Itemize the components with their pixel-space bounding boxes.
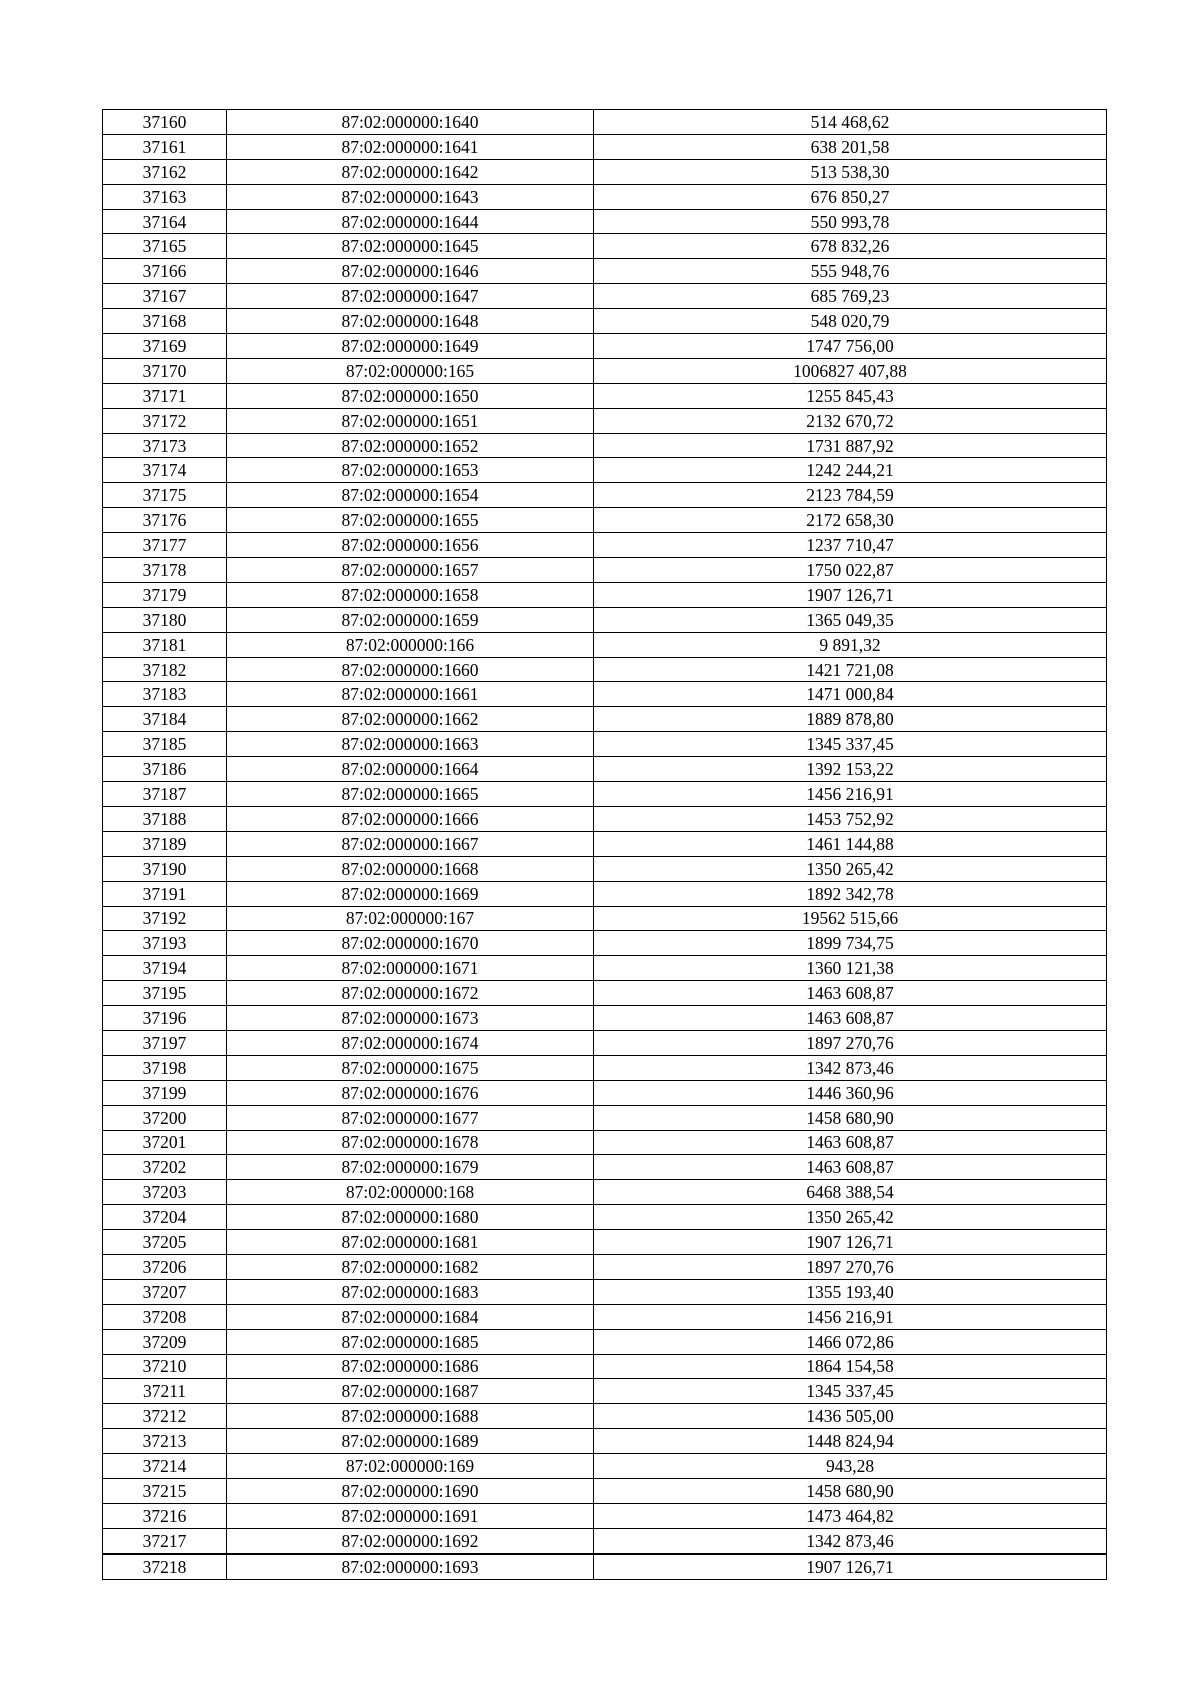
cadastral-number-cell: 87:02:000000:1684 (227, 1304, 594, 1329)
table-row (103, 981, 1107, 1006)
cadastral-number-cell: 87:02:000000:1679 (227, 1155, 594, 1180)
cadastral-value-cell: 9 891,32 (594, 632, 1107, 657)
row-number-cell: 37168 (103, 309, 227, 334)
cadastral-number-cell: 87:02:000000:1647 (227, 284, 594, 309)
row-number-cell: 37212 (103, 1404, 227, 1429)
cadastral-value-cell: 1897 270,76 (594, 1030, 1107, 1055)
table-row (103, 458, 1107, 483)
cadastral-value-cell: 1453 752,92 (594, 806, 1107, 831)
row-number-cell: 37169 (103, 334, 227, 359)
table-row (103, 782, 1107, 807)
row-number-cell: 37163 (103, 184, 227, 209)
table-row (103, 483, 1107, 508)
table-row (103, 682, 1107, 707)
table-row (103, 408, 1107, 433)
table-row (103, 1205, 1107, 1230)
cadastral-number-cell: 87:02:000000:1650 (227, 383, 594, 408)
table-row (103, 508, 1107, 533)
row-number-cell: 37165 (103, 234, 227, 259)
cadastral-value-cell: 1463 608,87 (594, 1130, 1107, 1155)
cadastral-value-cell: 2132 670,72 (594, 408, 1107, 433)
table-row (103, 806, 1107, 831)
table-row (103, 159, 1107, 184)
cadastral-value-cell: 1421 721,08 (594, 657, 1107, 682)
row-number-cell: 37174 (103, 458, 227, 483)
row-number-cell: 37200 (103, 1105, 227, 1130)
cadastral-value-cell: 548 020,79 (594, 309, 1107, 334)
row-number-cell: 37197 (103, 1030, 227, 1055)
cadastral-number-cell: 87:02:000000:1656 (227, 533, 594, 558)
cadastral-number-cell: 87:02:000000:1686 (227, 1354, 594, 1379)
cadastral-value-cell: 1864 154,58 (594, 1354, 1107, 1379)
table-row (103, 284, 1107, 309)
table-row (103, 1528, 1107, 1553)
row-number-cell: 37176 (103, 508, 227, 533)
table-row (103, 1304, 1107, 1329)
cadastral-value-cell: 1889 878,80 (594, 707, 1107, 732)
cadastral-value-cell: 1466 072,86 (594, 1329, 1107, 1354)
table-row (103, 956, 1107, 981)
table-row (103, 1478, 1107, 1503)
cadastral-number-cell: 87:02:000000:1643 (227, 184, 594, 209)
table-row (103, 1105, 1107, 1130)
cadastral-number-cell: 87:02:000000:1688 (227, 1404, 594, 1429)
row-number-cell: 37201 (103, 1130, 227, 1155)
table-row (103, 110, 1107, 135)
cadastral-value-cell: 513 538,30 (594, 159, 1107, 184)
cadastral-value-cell: 2172 658,30 (594, 508, 1107, 533)
cadastral-number-cell: 87:02:000000:1659 (227, 607, 594, 632)
cadastral-number-cell: 87:02:000000:1646 (227, 259, 594, 284)
cadastral-value-cell: 1750 022,87 (594, 558, 1107, 583)
row-number-cell: 37182 (103, 657, 227, 682)
table-row (103, 1354, 1107, 1379)
table-row (103, 881, 1107, 906)
table-row (103, 1554, 1107, 1579)
table-row (103, 1404, 1107, 1429)
row-number-cell: 37173 (103, 433, 227, 458)
cadastral-number-cell: 87:02:000000:1685 (227, 1329, 594, 1354)
row-number-cell: 37218 (103, 1554, 227, 1579)
cadastral-value-cell: 678 832,26 (594, 234, 1107, 259)
row-number-cell: 37180 (103, 607, 227, 632)
table-row (103, 1006, 1107, 1031)
table-row (103, 1454, 1107, 1479)
cadastral-number-cell: 87:02:000000:1691 (227, 1503, 594, 1528)
cadastral-number-cell: 87:02:000000:1642 (227, 159, 594, 184)
cadastral-value-cell: 1006827 407,88 (594, 358, 1107, 383)
table-row (103, 334, 1107, 359)
cadastral-number-cell: 87:02:000000:167 (227, 906, 594, 931)
cadastral-number-cell: 87:02:000000:1672 (227, 981, 594, 1006)
table-row (103, 582, 1107, 607)
table-row (103, 1055, 1107, 1080)
cadastral-number-cell: 87:02:000000:1676 (227, 1080, 594, 1105)
cadastral-number-cell: 87:02:000000:1665 (227, 782, 594, 807)
cadastral-value-cell: 1899 734,75 (594, 931, 1107, 956)
cadastral-number-cell: 87:02:000000:1675 (227, 1055, 594, 1080)
cadastral-number-cell: 87:02:000000:1653 (227, 458, 594, 483)
row-number-cell: 37179 (103, 582, 227, 607)
cadastral-value-cell: 1345 337,45 (594, 1379, 1107, 1404)
row-number-cell: 37191 (103, 881, 227, 906)
table-row (103, 383, 1107, 408)
table-row (103, 1279, 1107, 1304)
cadastral-number-cell: 87:02:000000:1652 (227, 433, 594, 458)
cadastral-value-cell: 1907 126,71 (594, 582, 1107, 607)
cadastral-number-cell: 87:02:000000:1660 (227, 657, 594, 682)
cadastral-number-cell: 87:02:000000:1677 (227, 1105, 594, 1130)
row-number-cell: 37187 (103, 782, 227, 807)
cadastral-value-cell: 1907 126,71 (594, 1230, 1107, 1255)
cadastral-number-cell: 87:02:000000:1680 (227, 1205, 594, 1230)
cadastral-value-cell: 1436 505,00 (594, 1404, 1107, 1429)
cadastral-value-cell: 1350 265,42 (594, 1205, 1107, 1230)
cadastral-number-cell: 87:02:000000:1663 (227, 732, 594, 757)
cadastral-number-cell: 87:02:000000:1682 (227, 1254, 594, 1279)
cadastral-value-cell: 1242 244,21 (594, 458, 1107, 483)
row-number-cell: 37202 (103, 1155, 227, 1180)
cadastral-number-cell: 87:02:000000:1661 (227, 682, 594, 707)
table-row (103, 184, 1107, 209)
cadastral-number-cell: 87:02:000000:1693 (227, 1554, 594, 1579)
table-row (103, 358, 1107, 383)
row-number-cell: 37186 (103, 757, 227, 782)
row-number-cell: 37172 (103, 408, 227, 433)
cadastral-value-cell: 1456 216,91 (594, 1304, 1107, 1329)
cadastral-number-cell: 87:02:000000:1692 (227, 1528, 594, 1553)
row-number-cell: 37206 (103, 1254, 227, 1279)
table-row (103, 1030, 1107, 1055)
row-number-cell: 37185 (103, 732, 227, 757)
cadastral-number-cell: 87:02:000000:166 (227, 632, 594, 657)
row-number-cell: 37203 (103, 1180, 227, 1205)
table-row (103, 1155, 1107, 1180)
cadastral-number-cell: 87:02:000000:1671 (227, 956, 594, 981)
row-number-cell: 37164 (103, 209, 227, 234)
cadastral-value-cell: 638 201,58 (594, 134, 1107, 159)
row-number-cell: 37194 (103, 956, 227, 981)
cadastral-value-cell: 1471 000,84 (594, 682, 1107, 707)
cadastral-value-cell: 1473 464,82 (594, 1503, 1107, 1528)
cadastral-value-cell: 1892 342,78 (594, 881, 1107, 906)
row-number-cell: 37199 (103, 1080, 227, 1105)
table-row (103, 607, 1107, 632)
table-row (103, 856, 1107, 881)
row-number-cell: 37183 (103, 682, 227, 707)
row-number-cell: 37205 (103, 1230, 227, 1255)
row-number-cell: 37211 (103, 1379, 227, 1404)
row-number-cell: 37215 (103, 1478, 227, 1503)
row-number-cell: 37216 (103, 1503, 227, 1528)
cadastral-value-table (102, 109, 1107, 1580)
row-number-cell: 37207 (103, 1279, 227, 1304)
cadastral-value-cell: 1350 265,42 (594, 856, 1107, 881)
row-number-cell: 37210 (103, 1354, 227, 1379)
cadastral-value-cell: 1342 873,46 (594, 1528, 1107, 1553)
cadastral-number-cell: 87:02:000000:1678 (227, 1130, 594, 1155)
cadastral-number-cell: 87:02:000000:1651 (227, 408, 594, 433)
table-row (103, 831, 1107, 856)
row-number-cell: 37175 (103, 483, 227, 508)
cadastral-value-cell: 1907 126,71 (594, 1554, 1107, 1579)
row-number-cell: 37171 (103, 383, 227, 408)
cadastral-value-cell: 1458 680,90 (594, 1478, 1107, 1503)
cadastral-value-cell: 685 769,23 (594, 284, 1107, 309)
table-row (103, 134, 1107, 159)
cadastral-value-cell: 1342 873,46 (594, 1055, 1107, 1080)
row-number-cell: 37170 (103, 358, 227, 383)
row-number-cell: 37189 (103, 831, 227, 856)
cadastral-value-cell: 1392 153,22 (594, 757, 1107, 782)
row-number-cell: 37193 (103, 931, 227, 956)
cadastral-number-cell: 87:02:000000:168 (227, 1180, 594, 1205)
row-number-cell: 37198 (103, 1055, 227, 1080)
cadastral-number-cell: 87:02:000000:1666 (227, 806, 594, 831)
cadastral-value-cell: 1463 608,87 (594, 1155, 1107, 1180)
row-number-cell: 37178 (103, 558, 227, 583)
table-row (103, 1254, 1107, 1279)
cadastral-number-cell: 87:02:000000:1687 (227, 1379, 594, 1404)
row-number-cell: 37160 (103, 110, 227, 135)
cadastral-value-cell: 2123 784,59 (594, 483, 1107, 508)
table-row (103, 1503, 1107, 1528)
cadastral-number-cell: 87:02:000000:1673 (227, 1006, 594, 1031)
table-row (103, 209, 1107, 234)
cadastral-value-cell: 1355 193,40 (594, 1279, 1107, 1304)
cadastral-number-cell: 87:02:000000:1645 (227, 234, 594, 259)
table-row (103, 757, 1107, 782)
row-number-cell: 37162 (103, 159, 227, 184)
row-number-cell: 37209 (103, 1329, 227, 1354)
row-number-cell: 37208 (103, 1304, 227, 1329)
cadastral-value-cell: 676 850,27 (594, 184, 1107, 209)
cadastral-number-cell: 87:02:000000:165 (227, 358, 594, 383)
row-number-cell: 37190 (103, 856, 227, 881)
row-number-cell: 37181 (103, 632, 227, 657)
cadastral-number-cell: 87:02:000000:1649 (227, 334, 594, 359)
row-number-cell: 37213 (103, 1429, 227, 1454)
table-row (103, 1130, 1107, 1155)
row-number-cell: 37167 (103, 284, 227, 309)
cadastral-value-cell: 1345 337,45 (594, 732, 1107, 757)
cadastral-number-cell: 87:02:000000:1667 (227, 831, 594, 856)
cadastral-number-cell: 87:02:000000:169 (227, 1454, 594, 1479)
cadastral-number-cell: 87:02:000000:1690 (227, 1478, 594, 1503)
table-row (103, 1329, 1107, 1354)
cadastral-value-cell: 6468 388,54 (594, 1180, 1107, 1205)
cadastral-number-cell: 87:02:000000:1641 (227, 134, 594, 159)
row-number-cell: 37166 (103, 259, 227, 284)
table-row (103, 1230, 1107, 1255)
cadastral-value-cell: 1456 216,91 (594, 782, 1107, 807)
cadastral-number-cell: 87:02:000000:1640 (227, 110, 594, 135)
row-number-cell: 37188 (103, 806, 227, 831)
table-row (103, 259, 1107, 284)
cadastral-number-cell: 87:02:000000:1689 (227, 1429, 594, 1454)
cadastral-number-cell: 87:02:000000:1662 (227, 707, 594, 732)
table-row (103, 906, 1107, 931)
cadastral-number-cell: 87:02:000000:1658 (227, 582, 594, 607)
table-row (103, 1080, 1107, 1105)
cadastral-value-cell: 1747 756,00 (594, 334, 1107, 359)
cadastral-value-cell: 1463 608,87 (594, 981, 1107, 1006)
cadastral-value-cell: 1360 121,38 (594, 956, 1107, 981)
cadastral-number-cell: 87:02:000000:1648 (227, 309, 594, 334)
row-number-cell: 37184 (103, 707, 227, 732)
cadastral-value-cell: 1448 824,94 (594, 1429, 1107, 1454)
row-number-cell: 37214 (103, 1454, 227, 1479)
cadastral-number-cell: 87:02:000000:1664 (227, 757, 594, 782)
table-row (103, 657, 1107, 682)
cadastral-number-cell: 87:02:000000:1674 (227, 1030, 594, 1055)
row-number-cell: 37196 (103, 1006, 227, 1031)
table-row (103, 707, 1107, 732)
cadastral-value-cell: 514 468,62 (594, 110, 1107, 135)
cadastral-number-cell: 87:02:000000:1657 (227, 558, 594, 583)
cadastral-value-cell: 1255 845,43 (594, 383, 1107, 408)
cadastral-value-cell: 943,28 (594, 1454, 1107, 1479)
cadastral-value-cell: 1463 608,87 (594, 1006, 1107, 1031)
cadastral-value-cell: 1446 360,96 (594, 1080, 1107, 1105)
cadastral-value-cell: 19562 515,66 (594, 906, 1107, 931)
row-number-cell: 37204 (103, 1205, 227, 1230)
table-row (103, 1429, 1107, 1454)
cadastral-number-cell: 87:02:000000:1669 (227, 881, 594, 906)
row-number-cell: 37192 (103, 906, 227, 931)
cadastral-value-cell: 1365 049,35 (594, 607, 1107, 632)
cadastral-value-cell: 1897 270,76 (594, 1254, 1107, 1279)
row-number-cell: 37195 (103, 981, 227, 1006)
cadastral-value-cell: 555 948,76 (594, 259, 1107, 284)
cadastral-value-cell: 550 993,78 (594, 209, 1107, 234)
table-row (103, 309, 1107, 334)
cadastral-number-cell: 87:02:000000:1681 (227, 1230, 594, 1255)
cadastral-number-cell: 87:02:000000:1683 (227, 1279, 594, 1304)
table-row (103, 1379, 1107, 1404)
row-number-cell: 37217 (103, 1528, 227, 1553)
cadastral-value-cell: 1458 680,90 (594, 1105, 1107, 1130)
table-row (103, 558, 1107, 583)
table-row (103, 433, 1107, 458)
cadastral-number-cell: 87:02:000000:1670 (227, 931, 594, 956)
cadastral-number-cell: 87:02:000000:1644 (227, 209, 594, 234)
cadastral-number-cell: 87:02:000000:1654 (227, 483, 594, 508)
table-row (103, 931, 1107, 956)
cadastral-value-cell: 1461 144,88 (594, 831, 1107, 856)
cadastral-value-cell: 1731 887,92 (594, 433, 1107, 458)
row-number-cell: 37177 (103, 533, 227, 558)
table-row (103, 533, 1107, 558)
row-number-cell: 37161 (103, 134, 227, 159)
cadastral-value-cell: 1237 710,47 (594, 533, 1107, 558)
table-row (103, 632, 1107, 657)
cadastral-number-cell: 87:02:000000:1655 (227, 508, 594, 533)
cadastral-number-cell: 87:02:000000:1668 (227, 856, 594, 881)
table-row (103, 1180, 1107, 1205)
table-body (103, 110, 1107, 1580)
table-row (103, 732, 1107, 757)
table-row (103, 234, 1107, 259)
